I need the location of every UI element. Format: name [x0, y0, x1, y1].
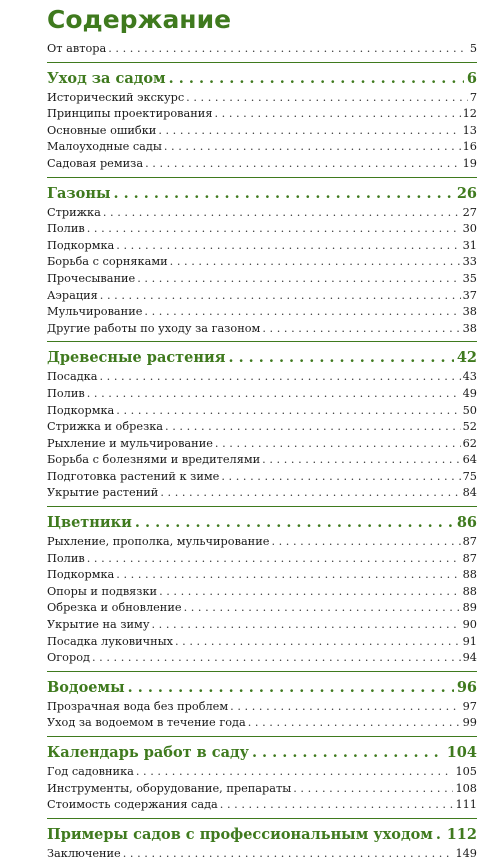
- dot-leader: [169, 68, 464, 90]
- toc-entry-label: Инструменты, оборудование, препараты: [47, 781, 292, 795]
- toc-section-heading[interactable]: [47, 183, 477, 205]
- toc-section: [47, 177, 477, 338]
- dot-leader: [293, 781, 453, 798]
- dot-leader: [151, 617, 460, 634]
- toc-entry[interactable]: [47, 764, 477, 781]
- toc-entry-page: 13: [462, 123, 477, 137]
- dot-leader: [186, 90, 468, 107]
- dot-leader: [135, 512, 454, 534]
- dot-leader: [87, 221, 461, 238]
- toc-entry[interactable]: [47, 419, 477, 436]
- section-title: Газоны: [47, 184, 111, 202]
- dot-leader: [248, 715, 461, 732]
- dot-leader: [103, 205, 461, 222]
- toc-entry-label: Укрытие на зиму: [47, 618, 150, 632]
- toc-entry-page: 105: [455, 765, 477, 778]
- toc-section-heading[interactable]: [47, 347, 477, 369]
- toc-entry[interactable]: [47, 551, 477, 568]
- dot-leader: [99, 369, 460, 386]
- toc-entry[interactable]: [47, 123, 477, 140]
- section-divider: [47, 177, 477, 178]
- toc-entry-page: 7: [469, 90, 477, 104]
- toc-entry[interactable]: [47, 386, 477, 403]
- dot-leader: [145, 156, 461, 173]
- dot-leader: [137, 271, 460, 288]
- toc-section: [47, 506, 477, 667]
- toc-section-heading[interactable]: [47, 677, 477, 699]
- toc-entry-page: 111: [455, 798, 477, 812]
- dot-leader: [113, 183, 453, 205]
- toc-entry-page: 52: [462, 420, 477, 434]
- toc-entry[interactable]: [47, 469, 477, 486]
- dot-leader: [230, 699, 460, 716]
- dot-leader: [215, 436, 461, 453]
- section-divider: [47, 671, 477, 672]
- toc-entry-label: Стрижка: [47, 205, 101, 219]
- toc-entry[interactable]: [47, 846, 477, 862]
- toc-entry[interactable]: [47, 584, 477, 601]
- toc-entry-page: 87: [462, 535, 477, 549]
- toc-entry-label: Прозрачная вода без проблем: [47, 699, 229, 713]
- section-divider: [47, 818, 477, 819]
- toc-entry[interactable]: [47, 617, 477, 634]
- toc-entry-page: 99: [462, 716, 477, 730]
- toc-section: [47, 818, 477, 862]
- dot-leader: [214, 106, 460, 123]
- dot-leader: [144, 304, 460, 321]
- toc-entry-label: От автора: [47, 42, 107, 55]
- toc-entry-label: Посадка: [47, 370, 98, 384]
- toc-entry-page: 149: [455, 846, 477, 860]
- toc-entry[interactable]: [47, 369, 477, 386]
- toc-section-heading[interactable]: [47, 512, 477, 534]
- toc-entry-page: 37: [462, 288, 477, 302]
- toc-entry-page: 43: [462, 370, 477, 384]
- toc-entry[interactable]: [47, 699, 477, 716]
- toc-entry-page: 33: [462, 255, 477, 269]
- toc-page: [47, 4, 477, 862]
- section-divider: [47, 736, 477, 737]
- toc-entry-label: Принципы проектирования: [47, 107, 213, 121]
- dot-leader: [87, 386, 461, 403]
- toc-entry-page: 97: [462, 699, 477, 713]
- section-title: Календарь работ в саду: [47, 744, 249, 761]
- section-page: 86: [456, 514, 477, 532]
- dot-leader: [165, 419, 461, 436]
- toc-entry-label: Уход за водоемом в течение года: [47, 716, 246, 730]
- toc-entry-label: Борьба с болезнями и вредителями: [47, 453, 261, 467]
- toc-entry[interactable]: [47, 452, 477, 469]
- dot-leader: [228, 347, 453, 369]
- toc-entry[interactable]: [47, 271, 477, 288]
- section-title: Цветники: [47, 514, 132, 532]
- dot-leader: [221, 469, 460, 486]
- section-title: Уход за садом: [47, 69, 166, 87]
- toc-entry-page: 30: [462, 222, 477, 236]
- toc-entry-page: 38: [462, 305, 477, 319]
- dot-leader: [262, 452, 460, 469]
- toc-entry-label: Рыхление, прополка, мульчирование: [47, 535, 270, 549]
- section-page: 6: [466, 69, 477, 87]
- toc-entry[interactable]: [47, 715, 477, 732]
- dot-leader: [184, 600, 461, 617]
- toc-entry-page: 94: [462, 651, 477, 665]
- toc-sections: [47, 62, 477, 862]
- dot-leader: [123, 846, 454, 862]
- section-page: 96: [456, 678, 477, 696]
- dot-leader: [100, 288, 461, 305]
- toc-entry-page: 16: [462, 140, 477, 154]
- toc-entry-label: Опоры и подвязки: [47, 584, 158, 598]
- toc-entry-page: 88: [462, 584, 477, 598]
- toc-entry[interactable]: [47, 139, 477, 156]
- toc-entry-page: 38: [462, 321, 477, 335]
- toc-entry-page: 87: [462, 551, 477, 565]
- toc-entry-label: Стрижка и обрезка: [47, 420, 164, 434]
- dot-leader: [158, 123, 460, 140]
- toc-entry-intro[interactable]: [47, 41, 477, 58]
- dot-leader: [262, 321, 460, 338]
- toc-entry[interactable]: [47, 485, 477, 502]
- toc-entry-label: Год садовника: [47, 765, 134, 778]
- toc-entry-page: 35: [462, 271, 477, 285]
- section-page: 26: [456, 184, 477, 202]
- toc-entry-page: 108: [455, 781, 477, 795]
- toc-entry-label: Основные ошибки: [47, 123, 157, 137]
- toc-entry[interactable]: [47, 90, 477, 107]
- dot-leader: [108, 41, 468, 58]
- toc-entry[interactable]: [47, 634, 477, 651]
- toc-section-heading[interactable]: [47, 824, 477, 846]
- toc-entry-label: Рыхление и мульчирование: [47, 436, 213, 450]
- toc-entry-page: 62: [462, 436, 477, 450]
- toc-entry-page: 64: [462, 453, 477, 467]
- toc-entry[interactable]: [47, 534, 477, 551]
- dot-leader: [128, 677, 454, 699]
- section-title: Водоемы: [47, 678, 125, 696]
- toc-entry[interactable]: [47, 288, 477, 305]
- toc-entry-page: 12: [462, 107, 477, 121]
- toc-entry-page: 75: [462, 469, 477, 483]
- section-page: 104: [446, 744, 477, 761]
- toc-entry-label: Подкормка: [47, 568, 115, 582]
- toc-entry-label: Подготовка растений к зиме: [47, 469, 220, 483]
- toc-section-heading[interactable]: [47, 68, 477, 90]
- toc-entry[interactable]: [47, 238, 477, 255]
- toc-section: [47, 341, 477, 502]
- toc-entry-label: Подкормка: [47, 403, 115, 417]
- section-divider: [47, 506, 477, 507]
- dot-leader: [170, 254, 461, 271]
- section-title: Примеры садов с профессиональным уходом: [47, 825, 433, 843]
- dot-leader: [436, 824, 444, 846]
- toc-entry-label: Огород: [47, 651, 90, 665]
- toc-entry[interactable]: [47, 567, 477, 584]
- toc-entry-label: Полив: [47, 551, 85, 565]
- toc-entry-page: 5: [469, 42, 477, 55]
- page-title: Содержание: [47, 5, 232, 34]
- toc-entry-label: Малоуходные сады: [47, 140, 162, 154]
- toc-entry-label: Подкормка: [47, 238, 115, 252]
- section-title: Древесные растения: [47, 349, 226, 367]
- toc-entry[interactable]: [47, 600, 477, 617]
- dot-leader: [175, 634, 461, 651]
- section-page: 112: [446, 825, 477, 843]
- toc-entry-label: Посадка луковичных: [47, 634, 173, 648]
- toc-entry-page: 31: [462, 238, 477, 252]
- toc-entry-label: Полив: [47, 386, 85, 400]
- toc-entry-page: 50: [462, 403, 477, 417]
- section-page: 42: [456, 349, 477, 367]
- toc-entry[interactable]: [47, 436, 477, 453]
- toc-entry-page: 84: [462, 486, 477, 500]
- dot-leader: [92, 650, 461, 667]
- toc-entry-page: 88: [462, 568, 477, 582]
- dot-leader: [87, 551, 461, 568]
- toc-entry-label: Исторический экскурс: [47, 90, 185, 104]
- dot-leader: [271, 534, 460, 551]
- dot-leader: [116, 403, 460, 420]
- toc-entry[interactable]: [47, 221, 477, 238]
- toc-entry-label: Мульчирование: [47, 305, 143, 319]
- toc-entry-label: Аэрация: [47, 288, 98, 302]
- toc-entry[interactable]: [47, 650, 477, 667]
- toc-section: [47, 62, 477, 173]
- dot-leader: [116, 238, 460, 255]
- toc-entry[interactable]: [47, 156, 477, 173]
- toc-entry-page: 27: [462, 205, 477, 219]
- dot-leader: [160, 485, 460, 502]
- toc-entry-label: Укрытие растений: [47, 486, 159, 500]
- toc-section: [47, 736, 477, 814]
- toc-entry-label: Обрезка и обновление: [47, 601, 182, 615]
- toc-entry-label: Прочесывание: [47, 271, 136, 285]
- toc-entry[interactable]: [47, 205, 477, 222]
- toc-entry-label: Другие работы по уходу за газоном: [47, 321, 261, 335]
- toc-entry-page: 19: [462, 156, 477, 170]
- toc-entry-page: 49: [462, 386, 477, 400]
- toc-entry[interactable]: [47, 304, 477, 321]
- toc-entry[interactable]: [47, 106, 477, 123]
- toc-entry[interactable]: [47, 781, 477, 798]
- dot-leader: [164, 139, 461, 156]
- dot-leader: [116, 567, 460, 584]
- toc-entry[interactable]: [47, 403, 477, 420]
- toc-entry-label: Заключение: [47, 846, 121, 860]
- toc-section-heading[interactable]: [47, 742, 477, 764]
- dot-leader: [252, 742, 444, 764]
- toc-entry-page: 91: [462, 634, 477, 648]
- section-divider: [47, 62, 477, 63]
- toc-entry-label: Полив: [47, 222, 85, 236]
- toc-entry-label: Стоимость содержания сада: [47, 798, 218, 812]
- dot-leader: [136, 764, 454, 781]
- toc-entry-page: 90: [462, 618, 477, 632]
- toc-entry[interactable]: [47, 254, 477, 271]
- section-divider: [47, 341, 477, 342]
- toc-entry-page: 89: [462, 601, 477, 615]
- toc-entry[interactable]: [47, 321, 477, 338]
- dot-leader: [159, 584, 461, 601]
- toc-section: [47, 671, 477, 732]
- toc-entry-label: Борьба с сорняками: [47, 255, 168, 269]
- toc-entry-label: Садовая ремиза: [47, 156, 144, 170]
